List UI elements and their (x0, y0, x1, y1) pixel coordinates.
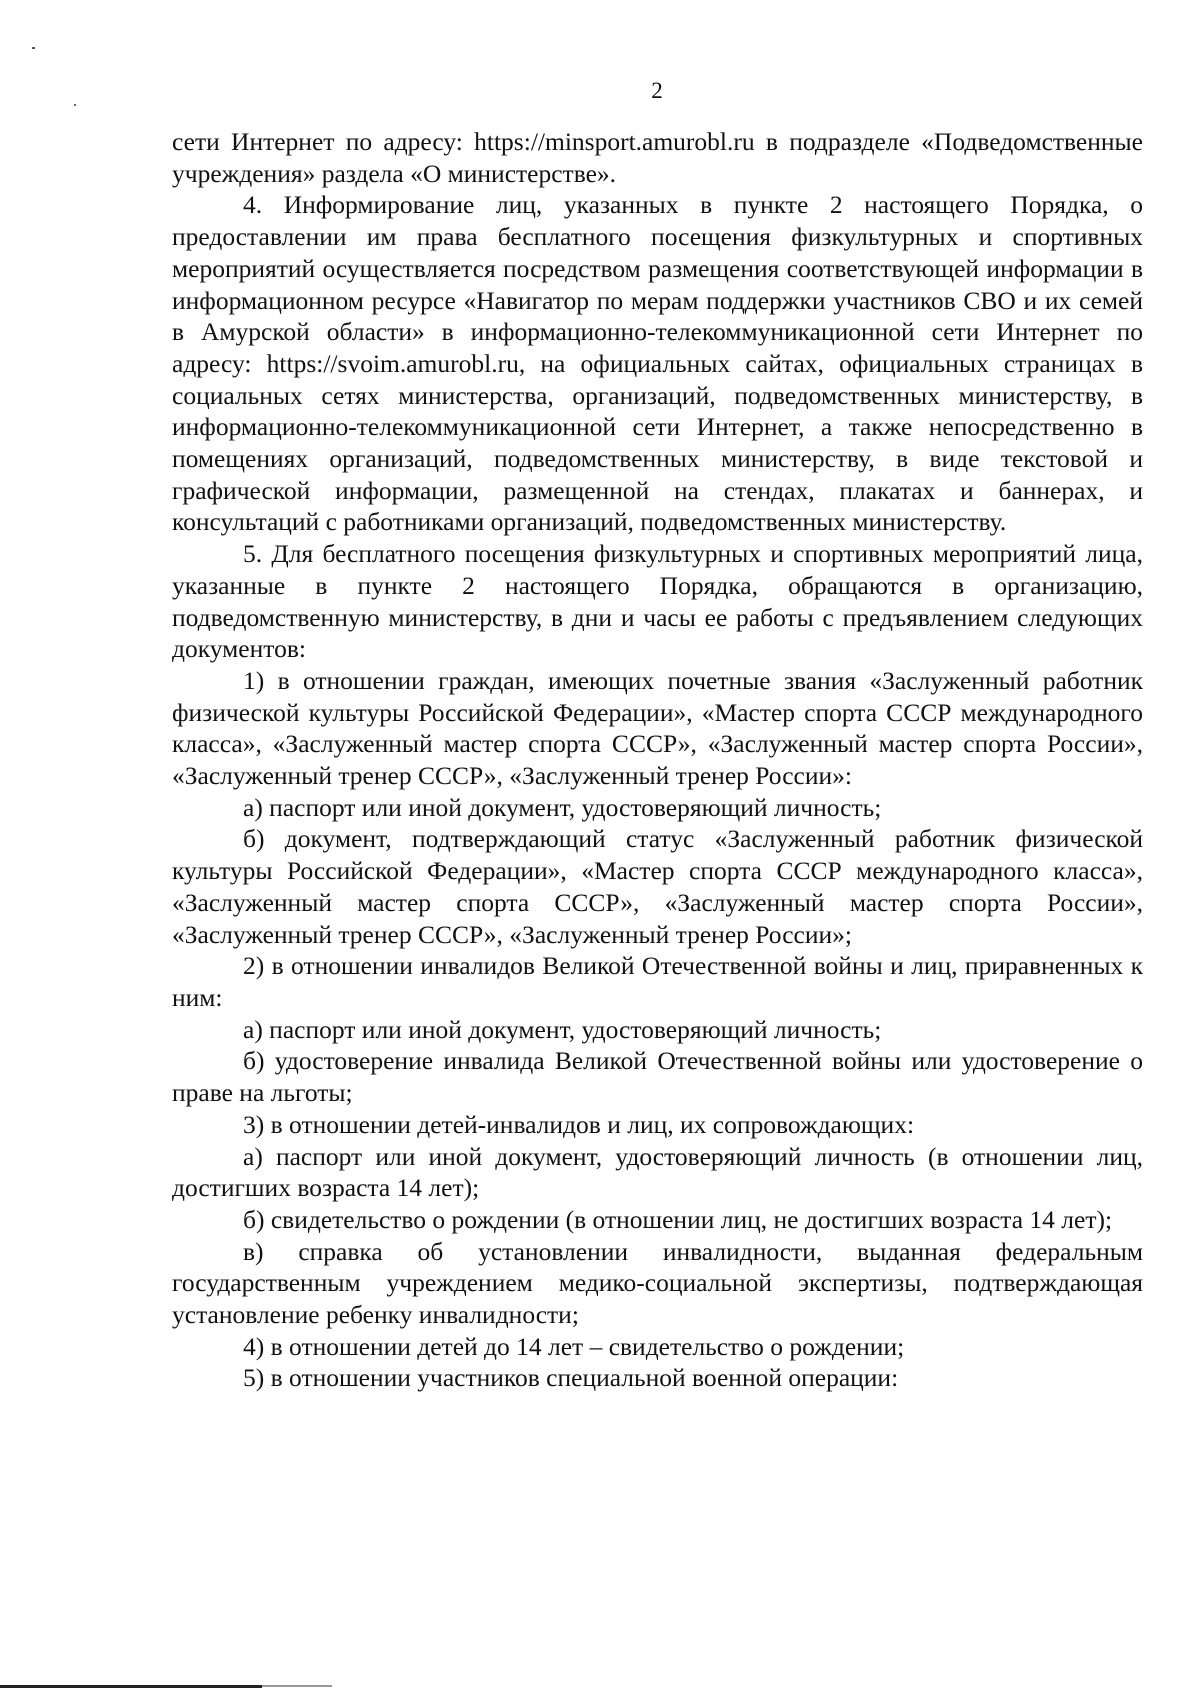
subitem-5: 5) в отношении участников специальной военной операции: (243, 1363, 899, 1393)
scan-bottom-edge-faint (262, 1685, 332, 1687)
subitem-2b: б) удостоверение инвалида Великой Отечественной войны или удостоверение о праве на льготы; (172, 1046, 1143, 1108)
subitem-3b: б) свидетельство о рождении (в отношении лиц, не достигших возраста 14 лет); (243, 1204, 1113, 1234)
scan-speck (32, 47, 35, 49)
subitem-3: 3) в отношении детей-инвалидов и лиц, их сопровождающих: (243, 1109, 915, 1139)
subitem-2a: а) паспорт или иной документ, удостоверяющий личность; (243, 1014, 882, 1044)
scan-bottom-edge (0, 1685, 262, 1688)
subitem-4: 4) в отношении детей до 14 лет – свидетельство о рождении; (243, 1331, 905, 1361)
paragraph-item-5: 5. Для бесплатного посещения физкультурных и спортивных мероприятий лица, указанные в пункте 2 настоящего Порядка, обращаются в организацию, подведомственную министерству, в дни и часы ее работы с предъявлением следующих документов: (172, 539, 1143, 664)
subitem-3a: а) паспорт или иной документ, удостоверяющий личность (в отношении лиц, достигших возраста 14 лет); (172, 1141, 1143, 1203)
subitem-1b: б) документ, подтверждающий статус «Заслуженный работник физической культуры Российской Федерации», «Мастер спорта СССР международного класса», «Заслуженный мастер спорта СССР», «Заслуженный мастер спорта России», «Заслуженный тренер СССР», «Заслуженный тренер России»; (172, 824, 1143, 949)
page-number: 2 (651, 78, 663, 103)
scan-speck (74, 104, 76, 106)
subitem-2: 2) в отношении инвалидов Великой Отечественной войны и лиц, приравненных к ним: (172, 951, 1143, 1012)
paragraph-continuation: сети Интернет по адресу: https://minsport.amurobl.ru в подразделе «Подведомственные учреждения» раздела «О министерстве». (172, 127, 1143, 188)
subitem-3v: в) справка об установлении инвалидности, выданная федеральным государственным учреждением медико-социальной экспертизы, подтверждающая установление ребенку инвалидности; (172, 1236, 1143, 1330)
subitem-1: 1) в отношении граждан, имеющих почетные звания «Заслуженный работник физической культуры Российской Федерации», «Мастер спорта СССР международного класса», «Заслуженный мастер спорта СССР», «Заслуженный мастер спорта России», «Заслуженный тренер СССР», «Заслуженный тренер России»: (172, 665, 1143, 791)
subitem-1a: а) паспорт или иной документ, удостоверяющий личность; (243, 792, 882, 822)
document-body (172, 126, 1143, 1394)
paragraph-item-4: 4. Информирование лиц, указанных в пункте 2 настоящего Порядка, о предоставлении им права бесплатного посещения физкультурных и спортивных мероприятий осуществляется посредством размещения соответствующей информации в информационном ресурсе «Навигатор по мерам поддержки участников СВО и их семей в Амурской области» в информационно-телекоммуникационной сети Интернет по адресу: https://svoim.amurobl.ru, на официальных сайтах, официальных страницах в социальных сетях министерства, организаций, подведомственных министерству, в информационно-телекоммуникационной сети Интернет, а также непосредственно в помещениях организаций, подведомственных министерству, в виде текстовой и графической информации, размещенной на стендах, плакатах и баннерах, и консультаций с работниками организаций, подведомственных министерству. (172, 190, 1143, 537)
